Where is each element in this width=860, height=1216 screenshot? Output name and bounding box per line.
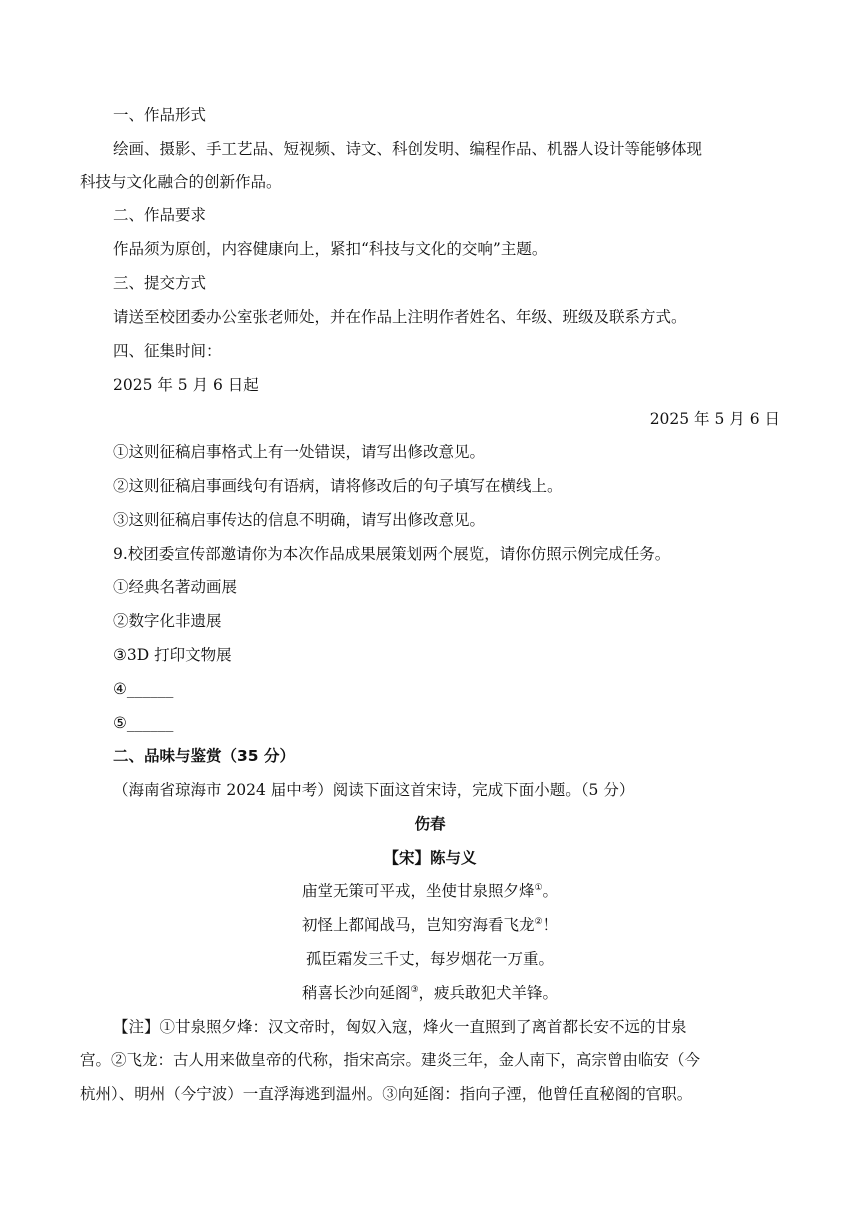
question-3: ③这则征稿启事传达的信息不明确，请写出修改意见。 — [113, 511, 486, 529]
paragraph-submission: 请送至校团委办公室张老师处，并在作品上注明作者姓名、年级、班级及联系方式。 — [113, 308, 687, 326]
poem-author: 【宋】陈与义 — [383, 849, 477, 867]
note-mark-1: ① — [534, 883, 543, 893]
poem-line-4 — [80, 982, 780, 1004]
notes-line-2: 宫。②飞龙：古人用来做皇帝的代称，指宋高宗。建炎三年，金人南下，高宗曾由临安（今 — [80, 1051, 701, 1069]
paragraph-requirements: 作品须为原创，内容健康向上，紧扣“科技与文化的交响”主题。 — [113, 240, 548, 258]
paragraph-form-line1: 绘画、摄影、手工艺品、短视频、诗文、科创发明、编程作品、机器人设计等能够体现 — [113, 140, 703, 158]
part-2-intro: （海南省琼海市 2024 届中考）阅读下面这首宋诗，完成下面小题。（5 分） — [113, 781, 635, 799]
question-9: 9.校团委宣传部邀请你为本次作品成果展策划两个展览，请你仿照示例完成任务。 — [113, 545, 671, 563]
example-2: ②数字化非遗展 — [113, 612, 222, 630]
poem-line-2-text: 初怪上都闻战马，岂知穷海看飞龙 — [301, 916, 535, 934]
example-1: ①经典名著动画展 — [113, 578, 238, 596]
paragraph-form-line2: 科技与文化融合的创新作品。 — [80, 173, 282, 191]
heading-time: 四、征集时间： — [113, 342, 222, 360]
question-1: ①这则征稿启事格式上有一处错误，请写出修改意见。 — [113, 443, 486, 461]
heading-requirements: 二、作品要求 — [113, 206, 207, 224]
poem-title: 伤春 — [414, 815, 446, 833]
signature-date: 2025 年 5 月 6 日 — [649, 410, 780, 428]
notes-line-3: 杭州）、明州（今宁波）一直浮海逃到温州。③向延阁：指向子湮，他曾任直秘阁的官职。 — [80, 1085, 693, 1103]
example-3: ③3D 打印文物展 — [113, 646, 232, 664]
note-mark-2: ② — [534, 917, 543, 927]
part-2-heading: 二、品味与鉴赏（35 分） — [113, 747, 295, 765]
poem-line-2 — [80, 914, 780, 936]
poem-line-3: 孤臣霜发三千丈，每岁烟花一万重。 — [305, 950, 554, 968]
heading-form: 一、作品形式 — [113, 106, 207, 124]
poem-line-1-text: 庙堂无策可平戎，坐使甘泉照夕烽 — [301, 882, 535, 900]
poem-line-4-text: 稍喜长沙向延阁 — [301, 984, 411, 1002]
heading-submission: 三、提交方式 — [113, 274, 207, 292]
blank-4: ④______ — [113, 680, 174, 698]
poem-line-4-end: ，疲兵敢犯犬羊锋。 — [418, 984, 559, 1002]
notes-line-1: 【注】①甘泉照夕烽：汉文帝时，匈奴入寇，烽火一直照到了离首都长安不远的甘泉 — [113, 1018, 687, 1036]
poem-line-1 — [80, 880, 780, 902]
blank-5: ⑤______ — [113, 714, 174, 732]
poem-line-1-end: 。 — [542, 882, 559, 900]
note-mark-3: ③ — [410, 985, 419, 995]
question-2: ②这则征稿启事画线句有语病，请将修改后的句子填写在横线上。 — [113, 477, 563, 495]
poem-line-2-end: ！ — [542, 916, 559, 934]
start-date: 2025 年 5 月 6 日起 — [113, 376, 259, 394]
